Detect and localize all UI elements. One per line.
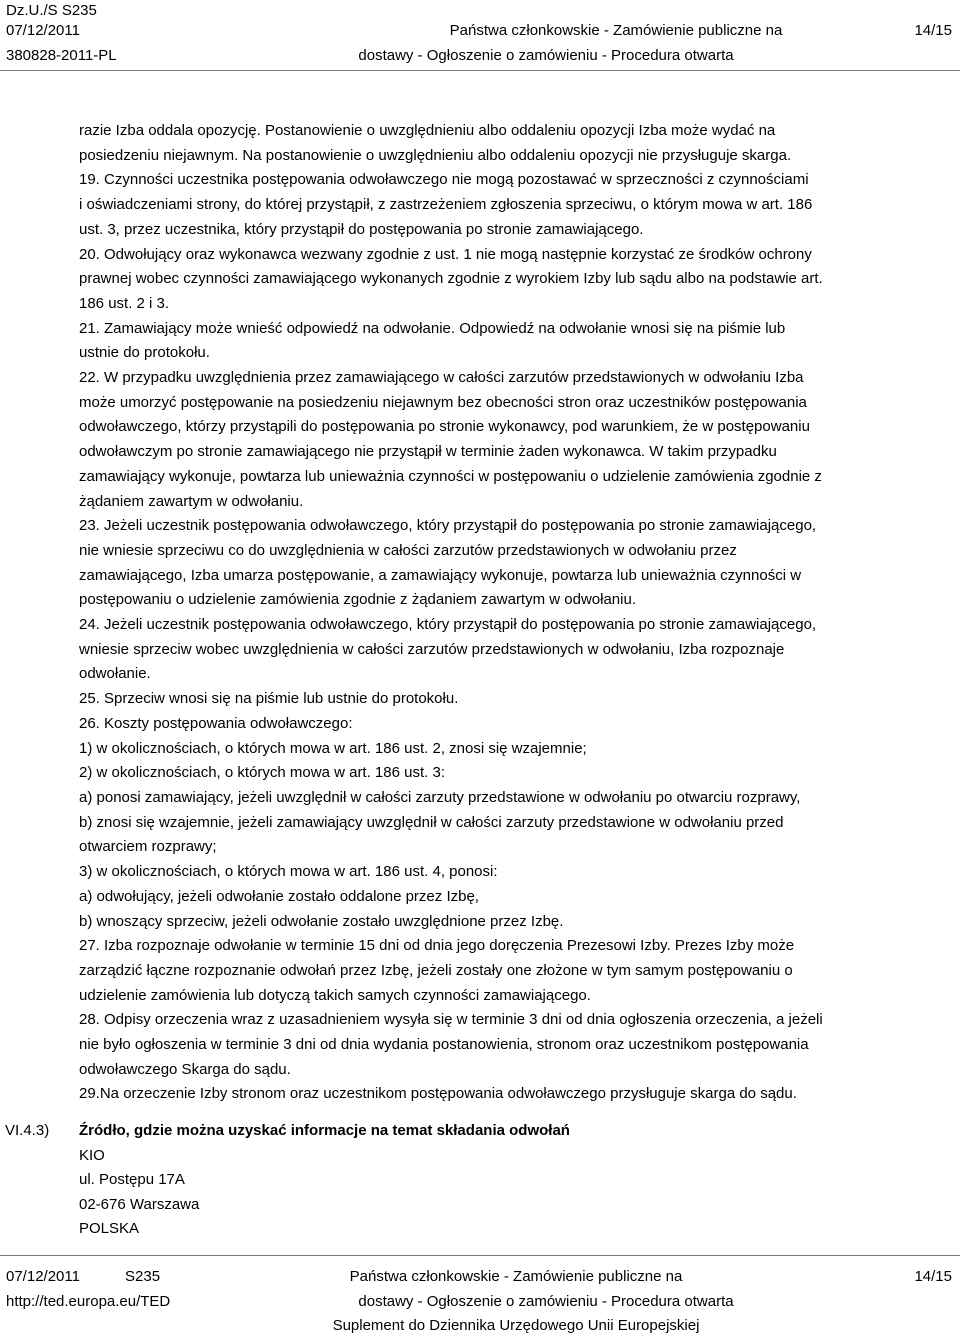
- footer-date: 07/12/2011: [6, 1268, 80, 1285]
- document-body: [79, 119, 959, 1107]
- body-line: zamawiający wykonuje, powtarza lub unieważnia czynności w postępowaniu o udzielenie zamówienia zgodnie z: [79, 467, 822, 485]
- body-line: prawnej wobec czynności zamawiającego wykonanych zgodnie z wyrokiem Izby lub sądu albo na podstawie art.: [79, 270, 823, 288]
- page-footer: [0, 1255, 960, 1334]
- body-line: razie Izba oddala opozycję. Postanowienie o uwzględnieniu albo oddaleniu opozycji Izba może wydać na: [79, 122, 776, 139]
- body-line: 25. Sprzeciw wnosi się na piśmie lub ustnie do protokołu.: [79, 690, 459, 708]
- body-line: a) ponosi zamawiający, jeżeli uwzględnił w całości zarzuty przedstawione w odwołaniu po otwarciu rozprawy,: [79, 788, 801, 806]
- body-line: zarządzić łączne rozpoznanie odwołań przez Izbę, jeżeli zostały one złożone w tym samym postępowaniu o: [79, 961, 793, 979]
- body-line: 28. Odpisy orzeczenia wraz z uzasadnieniem wysyła się w terminie 3 dni od dnia ogłoszenia orzeczenia, a jeżeli: [79, 1011, 823, 1029]
- header-title-line1: Państwa członkowskie - Zamówienie publiczne na: [449, 22, 783, 39]
- footer-title-line2: dostawy - Ogłoszenie o zamówieniu - Procedura otwarta: [358, 1293, 734, 1310]
- body-line: odwołanie.: [79, 665, 151, 683]
- journal-ref: Dz.U./S S235: [6, 2, 97, 19]
- body-line: nie wniesie sprzeciwu co do uwzględnienia w całości zarzutów przedstawionych w odwołaniu przez: [79, 541, 737, 559]
- body-line: postępowaniu o udzielenie zamówienia zgodnie z żądaniem zawartym w odwołaniu.: [79, 591, 636, 609]
- section-title: Źródło, gdzie można uzyskać informacje na temat składania odwołań: [79, 1122, 570, 1139]
- section-number: VI.4.3): [5, 1122, 50, 1139]
- body-line: zamawiającego, Izba umarza postępowanie, a zamawiający wykonuje, powtarza lub unieważnia czynności w: [79, 566, 802, 584]
- footer-title-line3: Suplement do Dziennika Urzędowego Unii Europejskiej: [332, 1317, 700, 1334]
- body-line: 26. Koszty postępowania odwoławczego:: [79, 714, 353, 732]
- body-line: a) odwołujący, jeżeli odwołanie zostało oddalone przez Izbę,: [79, 887, 479, 905]
- notice-id: 380828-2011-PL: [6, 47, 117, 64]
- body-line: odwoławczym po stronie zamawiającego nie przystąpił w terminie żaden wykonawca. W takim przypadku: [79, 443, 777, 461]
- body-line: wniesie sprzeciw wobec uwzględnienia w całości zarzutów przedstawionych w odwołaniu, Izba rozpoznaje: [79, 640, 785, 658]
- country: POLSKA: [79, 1220, 140, 1237]
- body-line: 19. Czynności uczestnika postępowania odwoławczego nie mogą pozostawać w sprzeczności z czynnościami: [79, 171, 809, 189]
- body-line: żądaniem zawartym w odwołaniu.: [79, 492, 304, 510]
- body-line: b) znosi się wzajemnie, jeżeli zamawiający uwzględnił w całości zarzuty przedstawione w odwołaniu przed: [79, 813, 784, 831]
- body-line: 186 ust. 2 i 3.: [79, 294, 170, 312]
- header-page-number: 14/15: [914, 22, 952, 39]
- body-line: 1) w okolicznościach, o których mowa w art. 186 ust. 2, znosi się wzajemnie;: [79, 739, 587, 757]
- org-name: KIO: [79, 1146, 105, 1164]
- body-line: i oświadczeniami strony, do której przystąpił, z zastrzeżeniem zgłoszenia sprzeciwu, o którym mowa w art. 186: [79, 196, 813, 214]
- body-line: ust. 3, przez uczestnika, który przystąpił do postępowania po stronie zamawiającego.: [79, 220, 644, 238]
- body-line: b) wnoszący sprzeciw, jeżeli odwołanie zostało uwzględnione przez Izbę.: [79, 912, 564, 930]
- footer-page-number: 14/15: [914, 1268, 952, 1285]
- body-line: nie było ogłoszenia w terminie 3 dni od dnia wydania postanowienia, stronom oraz uczestnikom postępowania: [79, 1036, 809, 1054]
- city: 02-676 Warszawa: [79, 1195, 200, 1213]
- body-line: 21. Zamawiający może wnieść odpowiedź na odwołanie. Odpowiedź na odwołanie wnosi się na piśmie lub: [79, 319, 786, 337]
- header-date: 07/12/2011: [6, 22, 80, 39]
- body-line: może umorzyć postępowanie na posiedzeniu niejawnym bez obecności stron oraz uczestników postępowania: [79, 393, 807, 411]
- body-line: 20. Odwołujący oraz wykonawca wezwany zgodnie z ust. 1 nie mogą następnie korzystać ze środków ochrony: [79, 245, 812, 263]
- body-line: 29.Na orzeczenie Izby stronom oraz uczestnikom postępowania odwoławczego przysługuje skarga do sądu.: [79, 1085, 797, 1103]
- footer-series: S235: [125, 1268, 161, 1285]
- body-line: udzielenie zamówienia lub dotyczą takich samych czynności zamawiającego.: [79, 986, 591, 1004]
- body-line: odwoławczego, którzy przystąpili do postępowania po stronie wykonawcy, pod warunkiem, że w postępowaniu: [79, 418, 810, 436]
- street-address: ul. Postępu 17A: [79, 1171, 185, 1188]
- header-divider: [0, 70, 960, 71]
- body-line: 24. Jeżeli uczestnik postępowania odwoławczego, który przystąpił do postępowania po stronie zamawiającego,: [79, 616, 817, 634]
- body-line: ustnie do protokołu.: [79, 344, 210, 362]
- body-line: 27. Izba rozpoznaje odwołanie w terminie 15 dni od dnia jego doręczenia Prezesowi Izby. Prezes Izby może: [79, 937, 795, 955]
- body-line: otwarciem rozprawy;: [79, 838, 217, 856]
- page-header: [0, 0, 960, 70]
- body-line: 23. Jeżeli uczestnik postępowania odwoławczego, który przystąpił do postępowania po stronie zamawiającego,: [79, 517, 817, 535]
- footer-title-line1: Państwa członkowskie - Zamówienie publiczne na: [349, 1268, 683, 1285]
- body-line: 3) w okolicznościach, o których mowa w art. 186 ust. 4, ponosi:: [79, 863, 498, 881]
- header-title-line2: dostawy - Ogłoszenie o zamówieniu - Procedura otwarta: [358, 47, 734, 64]
- body-line: odwoławczego Skarga do sądu.: [79, 1060, 291, 1078]
- body-line: posiedzeniu niejawnym. Na postanowienie o uwzględnieniu albo oddaleniu opozycji nie przysługuje skarga.: [79, 146, 792, 164]
- appeal-info-source: [79, 1119, 570, 1242]
- body-line: 2) w okolicznościach, o których mowa w art. 186 ust. 3:: [79, 764, 445, 782]
- ted-link[interactable]: http://ted.europa.eu/TED: [6, 1293, 171, 1310]
- footer-divider: [0, 1255, 960, 1256]
- body-line: 22. W przypadku uwzględnienia przez zamawiającego w całości zarzutów przedstawionych w odwołaniu Izba: [79, 369, 804, 387]
